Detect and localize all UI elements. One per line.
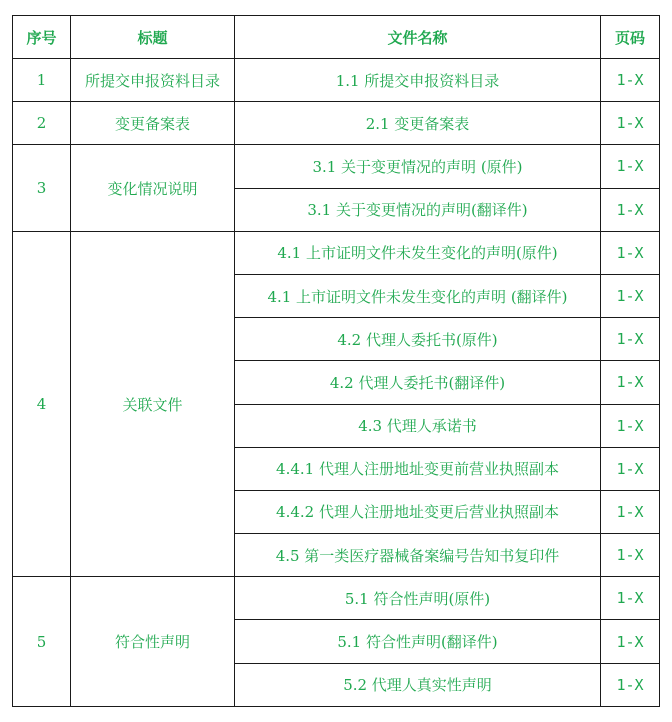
table-row — [13, 59, 660, 102]
file-name: 5.1 符合性声明(翻译件) — [235, 620, 601, 663]
file-name: 4.1 上市证明文件未发生变化的声明 (翻译件) — [235, 274, 601, 317]
file-name: 4.4.2 代理人注册地址变更后营业执照副本 — [235, 490, 601, 533]
page-range: 1-X — [601, 663, 660, 706]
page-range: 1-X — [601, 361, 660, 404]
header-filename: 文件名称 — [235, 16, 601, 59]
file-name: 4.4.1 代理人注册地址变更前营业执照副本 — [235, 447, 601, 490]
page-range: 1-X — [601, 490, 660, 533]
table-row — [13, 231, 660, 274]
file-name: 4.2 代理人委托书(原件) — [235, 318, 601, 361]
header-page: 页码 — [601, 16, 660, 59]
page-range: 1-X — [601, 274, 660, 317]
group-no: 3 — [13, 145, 71, 231]
page-range: 1-X — [601, 577, 660, 620]
table-row — [13, 577, 660, 620]
file-name: 4.3 代理人承诺书 — [235, 404, 601, 447]
file-name: 4.1 上市证明文件未发生变化的声明(原件) — [235, 231, 601, 274]
file-name: 3.1 关于变更情况的声明(翻译件) — [235, 188, 601, 231]
group-no: 4 — [13, 231, 71, 577]
file-name: 3.1 关于变更情况的声明 (原件) — [235, 145, 601, 188]
page-range: 1-X — [601, 188, 660, 231]
page-range: 1-X — [601, 59, 660, 102]
page-range: 1-X — [601, 231, 660, 274]
group-title: 关联文件 — [71, 231, 235, 577]
group-title: 符合性声明 — [71, 577, 235, 707]
document-index-table — [12, 15, 660, 707]
header-row — [13, 16, 660, 59]
group-no: 5 — [13, 577, 71, 707]
group-title: 所提交申报资料目录 — [71, 59, 235, 102]
table-row — [13, 145, 660, 188]
file-name: 5.2 代理人真实性声明 — [235, 663, 601, 706]
group-title: 变更备案表 — [71, 102, 235, 145]
group-no: 2 — [13, 102, 71, 145]
group-title: 变化情况说明 — [71, 145, 235, 231]
group-no: 1 — [13, 59, 71, 102]
page-range: 1-X — [601, 318, 660, 361]
page-range: 1-X — [601, 102, 660, 145]
table-row — [13, 102, 660, 145]
file-name: 4.5 第一类医疗器械备案编号告知书复印件 — [235, 534, 601, 577]
page-range: 1-X — [601, 534, 660, 577]
file-name: 1.1 所提交申报资料目录 — [235, 59, 601, 102]
page-range: 1-X — [601, 620, 660, 663]
page-range: 1-X — [601, 447, 660, 490]
header-title: 标题 — [71, 16, 235, 59]
file-name: 2.1 变更备案表 — [235, 102, 601, 145]
file-name: 5.1 符合性声明(原件) — [235, 577, 601, 620]
header-no: 序号 — [13, 16, 71, 59]
page-range: 1-X — [601, 404, 660, 447]
file-name: 4.2 代理人委托书(翻译件) — [235, 361, 601, 404]
page-range: 1-X — [601, 145, 660, 188]
